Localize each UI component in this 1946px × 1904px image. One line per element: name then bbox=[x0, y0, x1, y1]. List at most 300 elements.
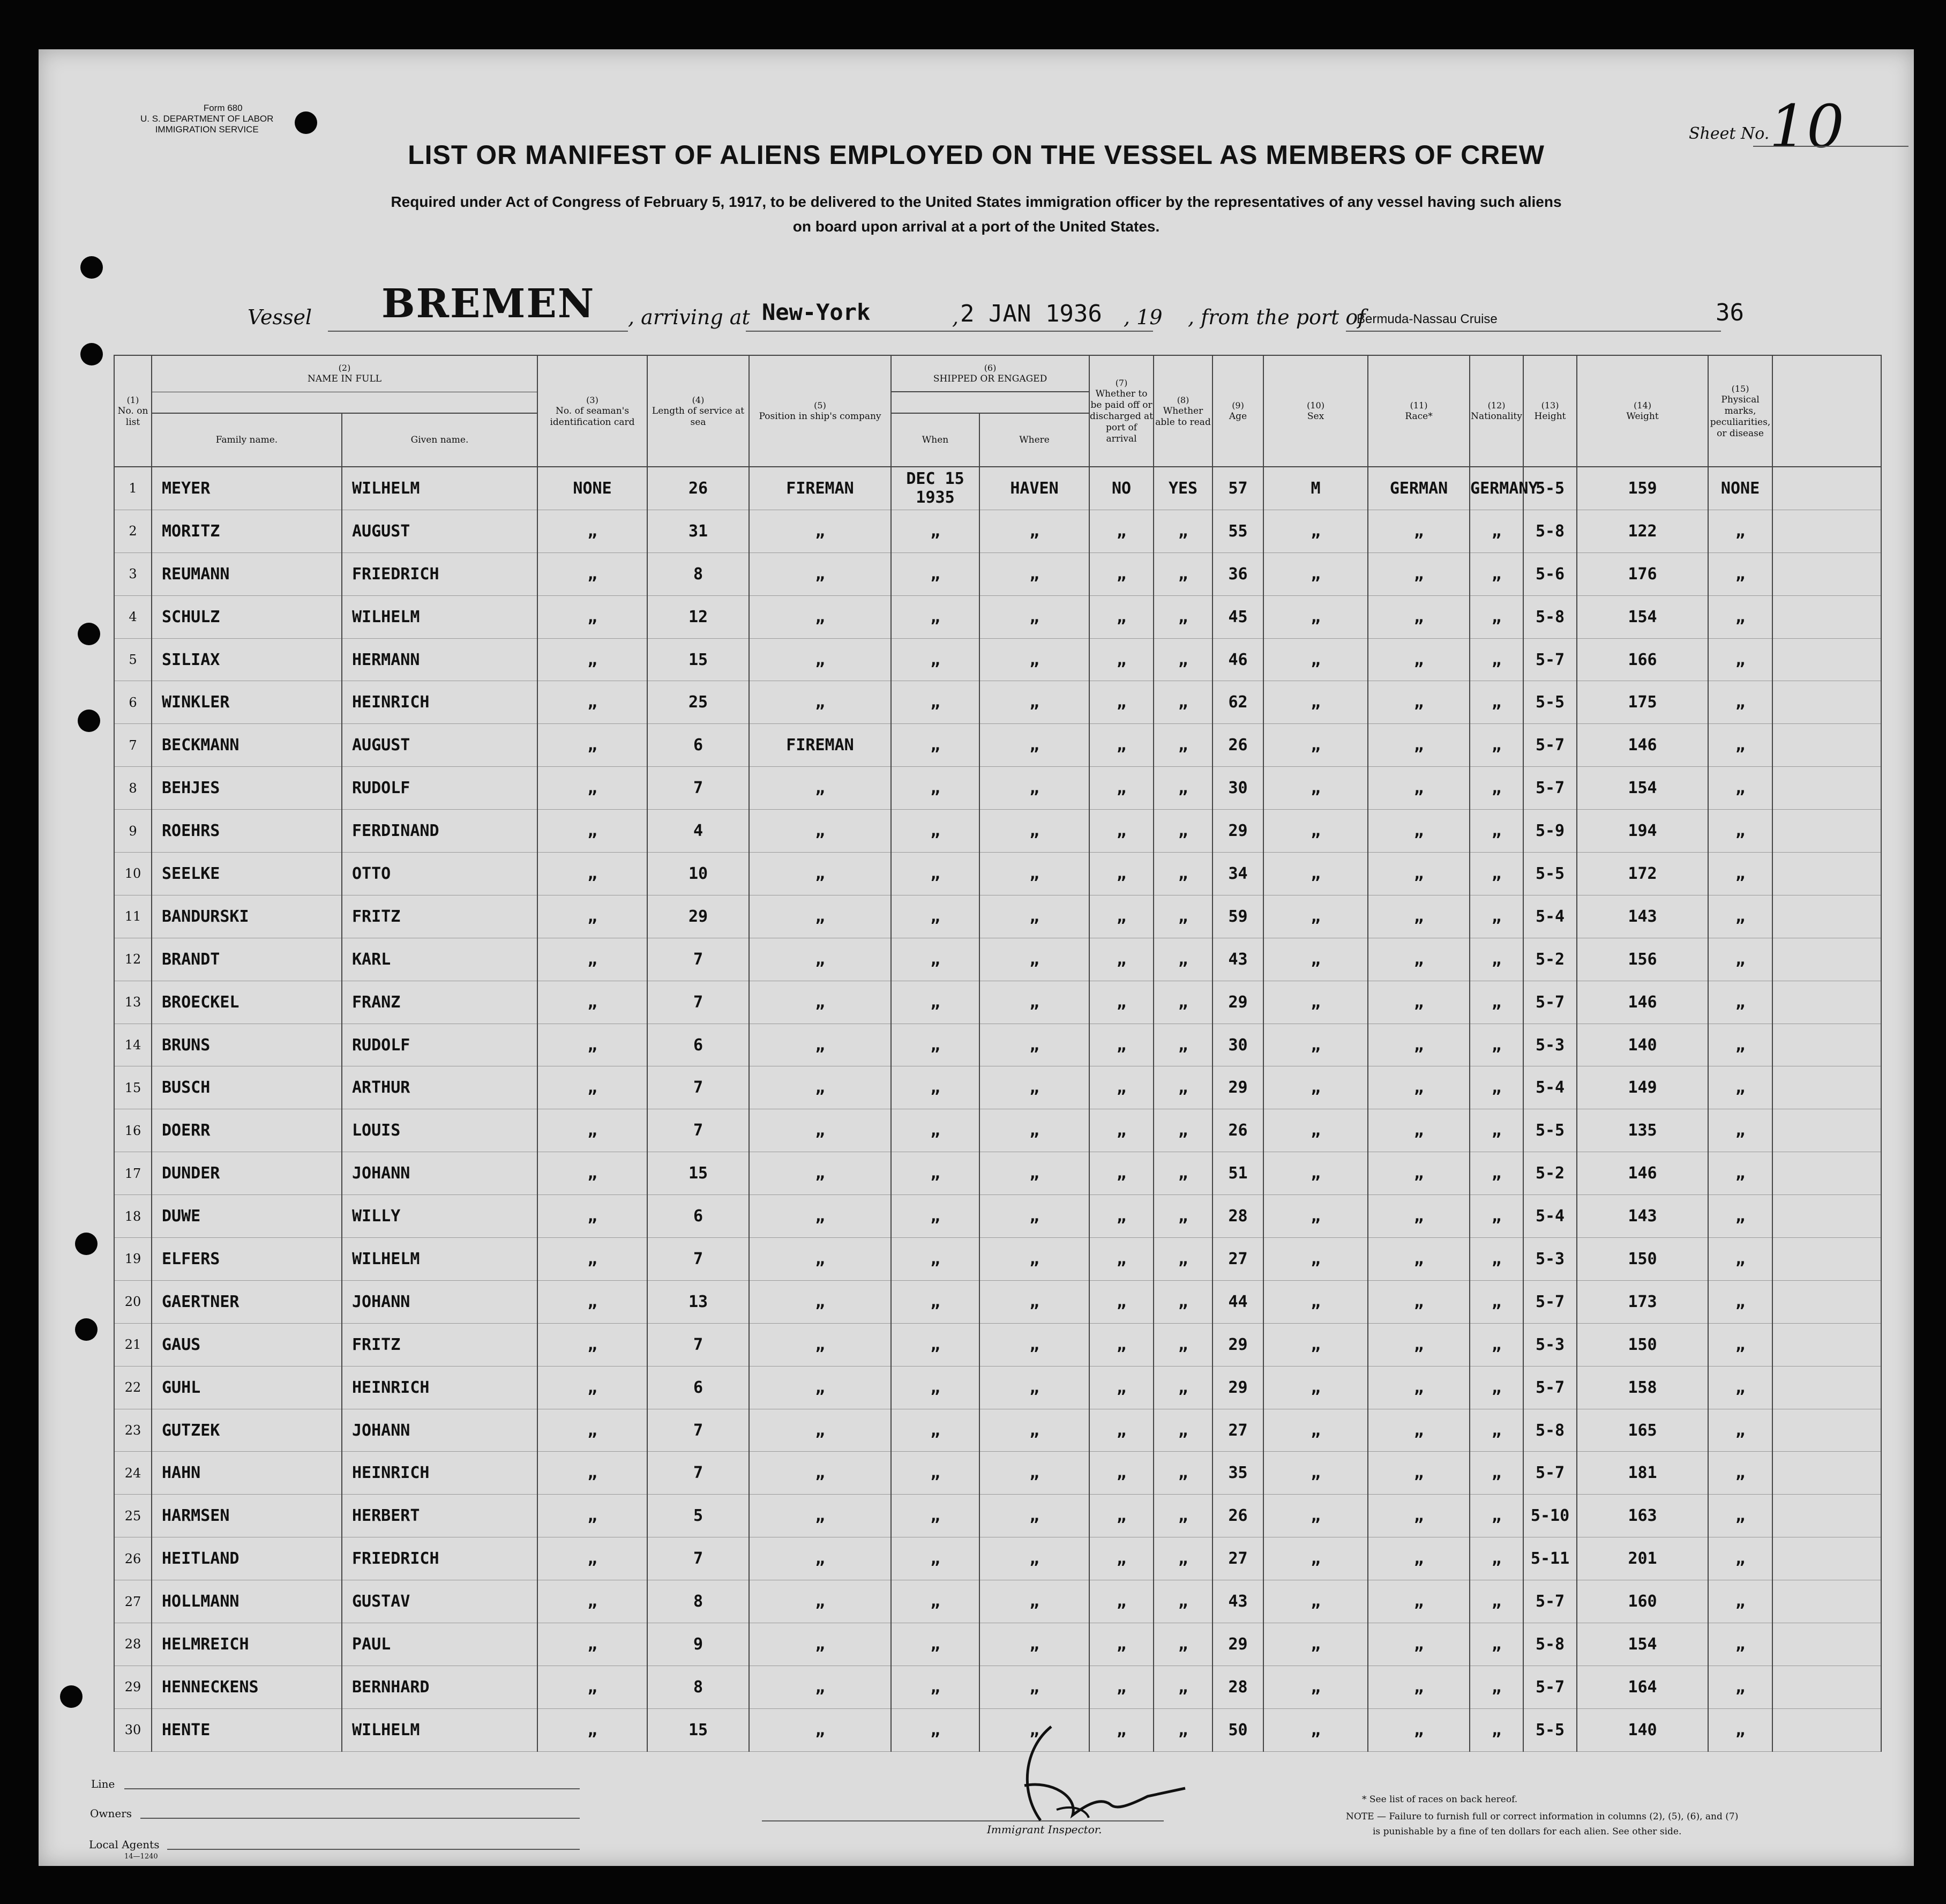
cell-seaman-card: „ bbox=[537, 1109, 647, 1152]
cell-age: 43 bbox=[1212, 938, 1263, 981]
cell-length-of-service: 25 bbox=[647, 681, 749, 724]
cell-ship-position: „ bbox=[749, 1452, 891, 1495]
cell-height: 5-5 bbox=[1523, 1109, 1577, 1152]
table-row bbox=[114, 1495, 1881, 1537]
cell-race: „ bbox=[1368, 981, 1470, 1024]
binder-hole bbox=[295, 111, 317, 134]
cell-able-to-read: „ bbox=[1154, 1280, 1212, 1323]
cell-blank bbox=[1772, 1537, 1881, 1580]
cell-height: 5-11 bbox=[1523, 1537, 1577, 1580]
cell-family-name: GUHL bbox=[152, 1366, 342, 1409]
cell-blank bbox=[1772, 853, 1881, 895]
cell-family-name: BRUNS bbox=[152, 1024, 342, 1066]
cell-shipped-where: „ bbox=[979, 1152, 1089, 1195]
cell-ship-position: „ bbox=[749, 638, 891, 681]
cell-blank bbox=[1772, 1366, 1881, 1409]
cell-shipped-where: „ bbox=[979, 1366, 1089, 1409]
cell-able-to-read: „ bbox=[1154, 981, 1212, 1024]
cell-row-number: 2 bbox=[114, 510, 152, 552]
cell-height: 5-8 bbox=[1523, 1409, 1577, 1452]
cell-ship-position: „ bbox=[749, 681, 891, 724]
cell-able-to-read: „ bbox=[1154, 638, 1212, 681]
cell-race: „ bbox=[1368, 1024, 1470, 1066]
year-label: , 19 bbox=[1124, 305, 1163, 329]
subtitle-line-1: Required under Act of Congress of February 5, 1917, to be delivered to the United States immigration officer by the representatives of any vessel having such aliens bbox=[391, 193, 1562, 210]
cell-sex: „ bbox=[1263, 1024, 1368, 1066]
cell-seaman-card: „ bbox=[537, 510, 647, 552]
cell-sex: „ bbox=[1263, 1537, 1368, 1580]
cell-ship-position: „ bbox=[749, 1580, 891, 1623]
cell-race: „ bbox=[1368, 552, 1470, 595]
cell-race: „ bbox=[1368, 1323, 1470, 1366]
cell-nationality: „ bbox=[1470, 1195, 1523, 1238]
cell-physical-marks: „ bbox=[1708, 1152, 1772, 1195]
cell-sex: „ bbox=[1263, 1238, 1368, 1281]
cell-sex: „ bbox=[1263, 1580, 1368, 1623]
cell-race: „ bbox=[1368, 938, 1470, 981]
department-name: U. S. DEPARTMENT OF LABOR bbox=[140, 114, 274, 124]
vessel-label: Vessel bbox=[248, 305, 312, 329]
cell-row-number: 3 bbox=[114, 552, 152, 595]
cell-shipped-where: „ bbox=[979, 1623, 1089, 1666]
cell-length-of-service: 4 bbox=[647, 810, 749, 853]
cell-seaman-card: „ bbox=[537, 1152, 647, 1195]
cell-ship-position: „ bbox=[749, 1495, 891, 1537]
cell-shipped-where: „ bbox=[979, 552, 1089, 595]
cell-weight: 140 bbox=[1577, 1708, 1708, 1751]
table-row bbox=[114, 853, 1881, 895]
cell-shipped-when: „ bbox=[891, 853, 979, 895]
cell-shipped-when: „ bbox=[891, 1024, 979, 1066]
cell-shipped-when: „ bbox=[891, 510, 979, 552]
cell-family-name: ROEHRS bbox=[152, 810, 342, 853]
cell-physical-marks: „ bbox=[1708, 895, 1772, 938]
cell-physical-marks: „ bbox=[1708, 1623, 1772, 1666]
cell-weight: 143 bbox=[1577, 895, 1708, 938]
cell-seaman-card: „ bbox=[537, 1708, 647, 1751]
cell-shipped-when: „ bbox=[891, 1366, 979, 1409]
cell-family-name: GAUS bbox=[152, 1323, 342, 1366]
cell-seaman-card: „ bbox=[537, 638, 647, 681]
cell-ship-position: „ bbox=[749, 810, 891, 853]
cell-shipped-when: „ bbox=[891, 938, 979, 981]
print-code: 14—1240 bbox=[124, 1853, 158, 1861]
cell-physical-marks: „ bbox=[1708, 1195, 1772, 1238]
cell-row-number: 23 bbox=[114, 1409, 152, 1452]
table-row bbox=[114, 467, 1881, 510]
binder-hole bbox=[80, 256, 103, 279]
table-body bbox=[114, 467, 1881, 1751]
cell-able-to-read: „ bbox=[1154, 1066, 1212, 1109]
cell-height: 5-8 bbox=[1523, 1623, 1577, 1666]
cell-family-name: DUNDER bbox=[152, 1152, 342, 1195]
cell-shipped-when: „ bbox=[891, 1195, 979, 1238]
cell-blank bbox=[1772, 724, 1881, 767]
cell-race: „ bbox=[1368, 1708, 1470, 1751]
cell-ship-position: „ bbox=[749, 1366, 891, 1409]
cell-age: 34 bbox=[1212, 853, 1263, 895]
cell-paid-off: „ bbox=[1089, 595, 1154, 638]
col-header-weight: (14) Weight bbox=[1577, 355, 1708, 467]
cell-weight: 165 bbox=[1577, 1409, 1708, 1452]
cell-paid-off: „ bbox=[1089, 810, 1154, 853]
cell-row-number: 4 bbox=[114, 595, 152, 638]
cell-shipped-where: „ bbox=[979, 938, 1089, 981]
cell-age: 46 bbox=[1212, 638, 1263, 681]
cell-weight: 172 bbox=[1577, 853, 1708, 895]
cell-height: 5-4 bbox=[1523, 1066, 1577, 1109]
cell-weight: 135 bbox=[1577, 1109, 1708, 1152]
cell-paid-off: „ bbox=[1089, 1708, 1154, 1751]
cell-able-to-read: „ bbox=[1154, 552, 1212, 595]
cell-seaman-card: „ bbox=[537, 853, 647, 895]
cell-seaman-card: „ bbox=[537, 1238, 647, 1281]
cell-seaman-card: „ bbox=[537, 1537, 647, 1580]
cell-weight: 176 bbox=[1577, 552, 1708, 595]
cell-blank bbox=[1772, 1495, 1881, 1537]
cell-length-of-service: 13 bbox=[647, 1280, 749, 1323]
cell-row-number: 28 bbox=[114, 1623, 152, 1666]
cell-able-to-read: „ bbox=[1154, 1623, 1212, 1666]
cell-row-number: 9 bbox=[114, 810, 152, 853]
cell-able-to-read: „ bbox=[1154, 938, 1212, 981]
table-row bbox=[114, 810, 1881, 853]
cell-ship-position: „ bbox=[749, 1152, 891, 1195]
cell-length-of-service: 7 bbox=[647, 1323, 749, 1366]
cell-row-number: 24 bbox=[114, 1452, 152, 1495]
table-row bbox=[114, 1066, 1881, 1109]
cell-row-number: 12 bbox=[114, 938, 152, 981]
cell-age: 50 bbox=[1212, 1708, 1263, 1751]
cell-height: 5-3 bbox=[1523, 1024, 1577, 1066]
cell-physical-marks: „ bbox=[1708, 638, 1772, 681]
cell-physical-marks: „ bbox=[1708, 552, 1772, 595]
cell-ship-position: „ bbox=[749, 552, 891, 595]
table-row bbox=[114, 895, 1881, 938]
cell-nationality: „ bbox=[1470, 1708, 1523, 1751]
cell-physical-marks: „ bbox=[1708, 1024, 1772, 1066]
cell-physical-marks: „ bbox=[1708, 1280, 1772, 1323]
cell-age: 57 bbox=[1212, 467, 1263, 510]
cell-sex: „ bbox=[1263, 938, 1368, 981]
col-header-age: (9) Age bbox=[1212, 355, 1263, 467]
cell-length-of-service: 29 bbox=[647, 895, 749, 938]
cell-given-name: BERNHARD bbox=[342, 1666, 537, 1708]
cell-row-number: 27 bbox=[114, 1580, 152, 1623]
cell-ship-position: „ bbox=[749, 895, 891, 938]
cell-sex: „ bbox=[1263, 510, 1368, 552]
cell-row-number: 26 bbox=[114, 1537, 152, 1580]
col-header-blank bbox=[1772, 355, 1881, 467]
cell-given-name: OTTO bbox=[342, 853, 537, 895]
owners-field bbox=[140, 1818, 580, 1819]
cell-seaman-card: „ bbox=[537, 1623, 647, 1666]
cell-physical-marks: „ bbox=[1708, 724, 1772, 767]
cell-nationality: „ bbox=[1470, 1666, 1523, 1708]
cell-sex: „ bbox=[1263, 1666, 1368, 1708]
cell-blank bbox=[1772, 467, 1881, 510]
cell-weight: 159 bbox=[1577, 467, 1708, 510]
cell-family-name: MEYER bbox=[152, 467, 342, 510]
cell-shipped-where: „ bbox=[979, 724, 1089, 767]
cell-age: 59 bbox=[1212, 895, 1263, 938]
cell-weight: 154 bbox=[1577, 595, 1708, 638]
cell-given-name: HEINRICH bbox=[342, 1366, 537, 1409]
cell-nationality: „ bbox=[1470, 810, 1523, 853]
cell-seaman-card: „ bbox=[537, 1195, 647, 1238]
cell-sex: „ bbox=[1263, 767, 1368, 810]
cell-paid-off: NO bbox=[1089, 467, 1154, 510]
cell-sex: „ bbox=[1263, 1452, 1368, 1495]
cell-family-name: DUWE bbox=[152, 1195, 342, 1238]
cell-height: 5-2 bbox=[1523, 938, 1577, 981]
cell-seaman-card: „ bbox=[537, 681, 647, 724]
table-row bbox=[114, 510, 1881, 552]
cell-weight: 201 bbox=[1577, 1537, 1708, 1580]
cell-shipped-where: „ bbox=[979, 1238, 1089, 1281]
cell-paid-off: „ bbox=[1089, 1580, 1154, 1623]
col-header-position: (5) Position in ship's company bbox=[749, 355, 891, 467]
cell-blank bbox=[1772, 1280, 1881, 1323]
cell-height: 5-7 bbox=[1523, 767, 1577, 810]
cell-physical-marks: „ bbox=[1708, 1580, 1772, 1623]
cell-seaman-card: „ bbox=[537, 810, 647, 853]
arriving-label: , arriving at bbox=[628, 305, 750, 329]
cell-physical-marks: „ bbox=[1708, 681, 1772, 724]
cell-family-name: DOERR bbox=[152, 1109, 342, 1152]
page-subtitle bbox=[39, 190, 1914, 239]
cell-nationality: „ bbox=[1470, 1409, 1523, 1452]
form-header bbox=[140, 103, 273, 135]
cell-able-to-read: „ bbox=[1154, 1152, 1212, 1195]
cell-nationality: „ bbox=[1470, 1495, 1523, 1537]
cell-paid-off: „ bbox=[1089, 1409, 1154, 1452]
cell-nationality: „ bbox=[1470, 724, 1523, 767]
cell-shipped-when: „ bbox=[891, 810, 979, 853]
cell-nationality: „ bbox=[1470, 1366, 1523, 1409]
cell-able-to-read: „ bbox=[1154, 1452, 1212, 1495]
binder-hole bbox=[78, 623, 100, 645]
vessel-line bbox=[328, 331, 628, 332]
table-row bbox=[114, 981, 1881, 1024]
cell-nationality: „ bbox=[1470, 1066, 1523, 1109]
cell-able-to-read: „ bbox=[1154, 1238, 1212, 1281]
cell-weight: 149 bbox=[1577, 1066, 1708, 1109]
cell-blank bbox=[1772, 1708, 1881, 1751]
cell-shipped-where: „ bbox=[979, 853, 1089, 895]
cell-row-number: 17 bbox=[114, 1152, 152, 1195]
cell-nationality: „ bbox=[1470, 510, 1523, 552]
binder-hole bbox=[60, 1685, 83, 1708]
cell-shipped-when: „ bbox=[891, 1580, 979, 1623]
cell-blank bbox=[1772, 1580, 1881, 1623]
cell-height: 5-4 bbox=[1523, 1195, 1577, 1238]
cell-blank bbox=[1772, 810, 1881, 853]
cell-given-name: AUGUST bbox=[342, 724, 537, 767]
cell-given-name: FRITZ bbox=[342, 895, 537, 938]
cell-blank bbox=[1772, 1323, 1881, 1366]
cell-shipped-where: „ bbox=[979, 595, 1089, 638]
cell-physical-marks: „ bbox=[1708, 1066, 1772, 1109]
cell-nationality: „ bbox=[1470, 1238, 1523, 1281]
cell-sex: „ bbox=[1263, 638, 1368, 681]
cell-blank bbox=[1772, 638, 1881, 681]
cell-weight: 160 bbox=[1577, 1580, 1708, 1623]
cell-blank bbox=[1772, 510, 1881, 552]
cell-blank bbox=[1772, 1623, 1881, 1666]
cell-height: 5-3 bbox=[1523, 1323, 1577, 1366]
cell-race: „ bbox=[1368, 1409, 1470, 1452]
cell-nationality: „ bbox=[1470, 552, 1523, 595]
cell-race: „ bbox=[1368, 1238, 1470, 1281]
cell-family-name: SCHULZ bbox=[152, 595, 342, 638]
cell-race: „ bbox=[1368, 810, 1470, 853]
cell-paid-off: „ bbox=[1089, 681, 1154, 724]
table-row bbox=[114, 1195, 1881, 1238]
cell-paid-off: „ bbox=[1089, 638, 1154, 681]
cell-paid-off: „ bbox=[1089, 853, 1154, 895]
cell-race: „ bbox=[1368, 767, 1470, 810]
cell-family-name: BANDURSKI bbox=[152, 895, 342, 938]
cell-shipped-when: „ bbox=[891, 1537, 979, 1580]
cell-blank bbox=[1772, 595, 1881, 638]
cell-age: 26 bbox=[1212, 1495, 1263, 1537]
cell-shipped-when: „ bbox=[891, 724, 979, 767]
cell-seaman-card: „ bbox=[537, 895, 647, 938]
cell-given-name: FRIEDRICH bbox=[342, 1537, 537, 1580]
cell-nationality: „ bbox=[1470, 1152, 1523, 1195]
cell-race: „ bbox=[1368, 1580, 1470, 1623]
note-line-2: is punishable by a fine of ten dollars for each alien. See other side. bbox=[1373, 1826, 1682, 1837]
cell-row-number: 25 bbox=[114, 1495, 152, 1537]
cell-seaman-card: „ bbox=[537, 1495, 647, 1537]
cell-ship-position: FIREMAN bbox=[749, 724, 891, 767]
cell-sex: „ bbox=[1263, 1366, 1368, 1409]
cell-length-of-service: 8 bbox=[647, 1580, 749, 1623]
cell-seaman-card: „ bbox=[537, 724, 647, 767]
cell-given-name: WILHELM bbox=[342, 595, 537, 638]
cell-age: 62 bbox=[1212, 681, 1263, 724]
cell-seaman-card: NONE bbox=[537, 467, 647, 510]
cell-sex: „ bbox=[1263, 1623, 1368, 1666]
cell-physical-marks: „ bbox=[1708, 1323, 1772, 1366]
cell-physical-marks: „ bbox=[1708, 938, 1772, 981]
cell-blank bbox=[1772, 1066, 1881, 1109]
table-row bbox=[114, 767, 1881, 810]
cell-paid-off: „ bbox=[1089, 981, 1154, 1024]
line-label: Line bbox=[91, 1778, 115, 1790]
cell-paid-off: „ bbox=[1089, 1152, 1154, 1195]
cell-age: 28 bbox=[1212, 1195, 1263, 1238]
cell-given-name: GUSTAV bbox=[342, 1580, 537, 1623]
cell-age: 36 bbox=[1212, 552, 1263, 595]
cell-height: 5-7 bbox=[1523, 1280, 1577, 1323]
arrival-date: 2 JAN 1936 bbox=[960, 300, 1102, 327]
cell-ship-position: „ bbox=[749, 1066, 891, 1109]
cell-seaman-card: „ bbox=[537, 1366, 647, 1409]
cell-able-to-read: „ bbox=[1154, 510, 1212, 552]
table-row bbox=[114, 1238, 1881, 1281]
cell-age: 29 bbox=[1212, 1323, 1263, 1366]
cell-family-name: HAHN bbox=[152, 1452, 342, 1495]
cell-shipped-when: „ bbox=[891, 981, 979, 1024]
table-row bbox=[114, 681, 1881, 724]
cell-shipped-when: DEC 15 1935 bbox=[891, 467, 979, 510]
cell-nationality: „ bbox=[1470, 767, 1523, 810]
table-row bbox=[114, 1280, 1881, 1323]
cell-able-to-read: „ bbox=[1154, 1195, 1212, 1238]
cell-nationality: „ bbox=[1470, 638, 1523, 681]
cell-length-of-service: 15 bbox=[647, 1152, 749, 1195]
cell-length-of-service: 6 bbox=[647, 1366, 749, 1409]
col-header-name: (2) NAME IN FULL bbox=[152, 355, 537, 392]
cell-age: 29 bbox=[1212, 1066, 1263, 1109]
cell-able-to-read: „ bbox=[1154, 1024, 1212, 1066]
date-line bbox=[949, 331, 1153, 332]
cell-row-number: 11 bbox=[114, 895, 152, 938]
cell-length-of-service: 7 bbox=[647, 1537, 749, 1580]
cell-shipped-when: „ bbox=[891, 638, 979, 681]
cell-given-name: HEINRICH bbox=[342, 1452, 537, 1495]
cell-length-of-service: 5 bbox=[647, 1495, 749, 1537]
table-row bbox=[114, 1366, 1881, 1409]
cell-sex: „ bbox=[1263, 1066, 1368, 1109]
cell-shipped-when: „ bbox=[891, 681, 979, 724]
cell-able-to-read: „ bbox=[1154, 724, 1212, 767]
cell-shipped-where: HAVEN bbox=[979, 467, 1089, 510]
cell-race: „ bbox=[1368, 1452, 1470, 1495]
cell-height: 5-7 bbox=[1523, 1580, 1577, 1623]
cell-race: „ bbox=[1368, 510, 1470, 552]
cell-sex: „ bbox=[1263, 810, 1368, 853]
cell-age: 29 bbox=[1212, 1366, 1263, 1409]
arriving-port: New-York bbox=[762, 299, 871, 325]
cell-seaman-card: „ bbox=[537, 1280, 647, 1323]
cell-age: 45 bbox=[1212, 595, 1263, 638]
cell-sex: „ bbox=[1263, 981, 1368, 1024]
cell-length-of-service: 7 bbox=[647, 1409, 749, 1452]
cell-blank bbox=[1772, 552, 1881, 595]
cell-sex: „ bbox=[1263, 1280, 1368, 1323]
cell-height: 5-7 bbox=[1523, 1452, 1577, 1495]
cell-height: 5-6 bbox=[1523, 552, 1577, 595]
cell-height: 5-10 bbox=[1523, 1495, 1577, 1537]
cell-height: 5-7 bbox=[1523, 638, 1577, 681]
cell-given-name: HEINRICH bbox=[342, 681, 537, 724]
cell-blank bbox=[1772, 1452, 1881, 1495]
cell-physical-marks: „ bbox=[1708, 510, 1772, 552]
cell-race: „ bbox=[1368, 724, 1470, 767]
cell-shipped-where: „ bbox=[979, 1109, 1089, 1152]
cell-weight: 150 bbox=[1577, 1323, 1708, 1366]
cell-nationality: „ bbox=[1470, 1109, 1523, 1152]
binder-hole bbox=[75, 1318, 98, 1341]
cell-race: „ bbox=[1368, 895, 1470, 938]
cell-sex: „ bbox=[1263, 1152, 1368, 1195]
cell-race: „ bbox=[1368, 1537, 1470, 1580]
cell-race: „ bbox=[1368, 1666, 1470, 1708]
cell-sex: „ bbox=[1263, 1323, 1368, 1366]
cell-ship-position: „ bbox=[749, 1623, 891, 1666]
cell-sex: „ bbox=[1263, 1495, 1368, 1537]
cell-given-name: RUDOLF bbox=[342, 1024, 537, 1066]
cell-length-of-service: 7 bbox=[647, 981, 749, 1024]
cell-blank bbox=[1772, 681, 1881, 724]
cell-age: 55 bbox=[1212, 510, 1263, 552]
cell-paid-off: „ bbox=[1089, 552, 1154, 595]
cell-race: „ bbox=[1368, 1109, 1470, 1152]
cell-family-name: ELFERS bbox=[152, 1238, 342, 1281]
